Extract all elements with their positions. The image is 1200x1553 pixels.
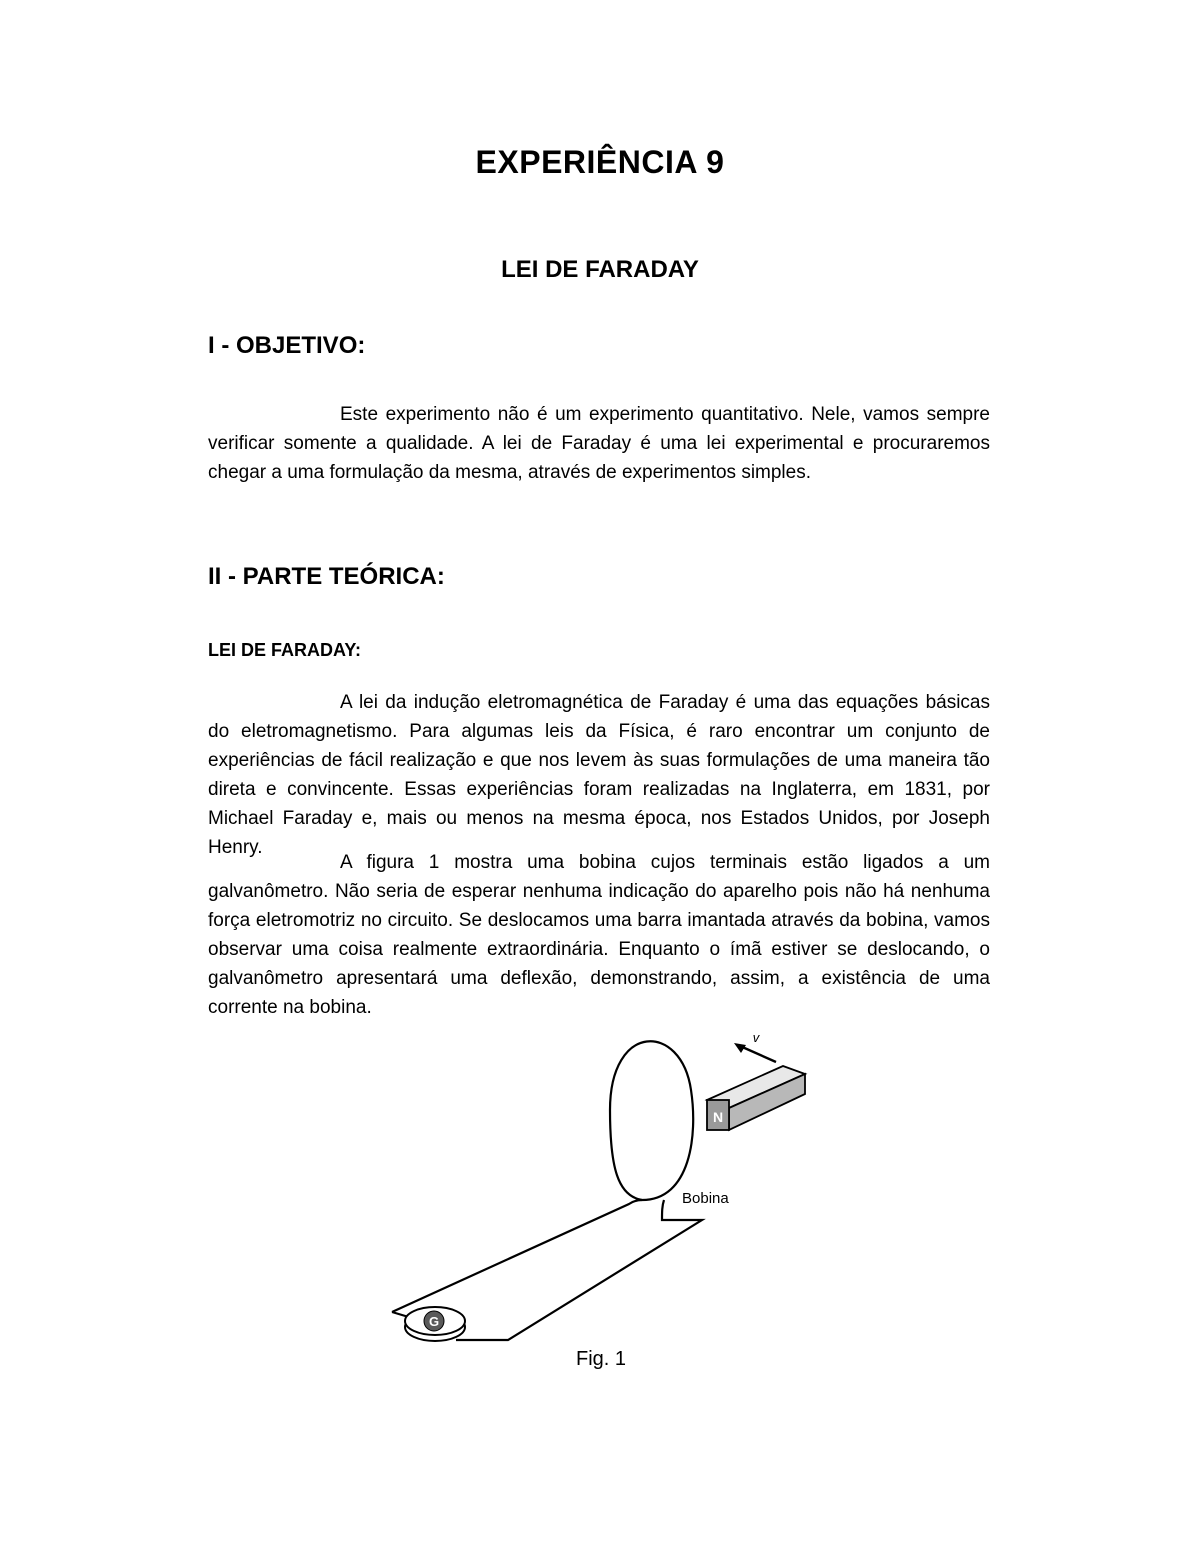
paragraph-teoria-1-text: A lei da indução eletromagnética de Faraday é uma das equações básicas do eletromagnetismo. Para algumas leis da Física, é raro encontrar um conjunto de experiências de fácil realização e que nos levem às suas formulações de uma maneira tão direta e convincente. Essas experiências foram realizadas na Inglaterra, em 1831, por Michael Faraday e, mais ou menos na mesma época, nos Estados Unidos, por Joseph Henry. [208,692,990,858]
velocity-symbol: v [752,1030,760,1045]
coil-label: Bobina [682,1190,729,1207]
paragraph-teoria-2 [208,848,990,1022]
paragraph-objetivo-text: Este experimento não é um experimento quantitativo. Nele, vamos sempre verificar somente a qualidade. A lei de Faraday é uma lei experimental e procuraremos chegar a uma formulação da mesma, através de experimentos simples. [208,404,990,483]
section-heading-objetivo: I - OBJETIVO: [208,332,366,359]
paragraph-teoria-1 [208,688,990,862]
page-subtitle: LEI DE FARADAY [501,256,699,283]
paragraph-teoria-2-text: A figura 1 mostra uma bobina cujos terminais estão ligados a um galvanômetro. Não seria de esperar nenhuma indicação do aparelho pois não há nenhuma força eletromotriz no circuito. Se deslocamos uma barra imantada através da bobina, vamos observar uma coisa realmente extraordinária. Enquanto o ímã estiver se deslocando, o galvanômetro apresentará uma deflexão, demonstrando, assim, a existência de uma corrente na bobina. [208,852,990,1018]
figure-1-drawing [360,1028,820,1348]
bar-magnet [707,1066,805,1130]
velocity-arrow [734,1030,776,1062]
coil-lead-left [392,1200,642,1312]
figure-1 [360,1028,820,1348]
paragraph-objetivo [208,400,990,487]
figure-caption: Fig. 1 [576,1348,627,1370]
coil-loop [610,1041,693,1200]
galvanometer-symbol: G [428,1314,440,1329]
magnet-pole-label: N [712,1109,724,1125]
page-title: EXPERIÊNCIA 9 [475,144,725,180]
subheading-lei-de-faraday: LEI DE FARADAY: [208,640,362,660]
coil-lead-right [456,1200,702,1340]
section-heading-parte-teorica: II - PARTE TEÓRICA: [208,563,445,590]
galvanometer [405,1307,465,1341]
